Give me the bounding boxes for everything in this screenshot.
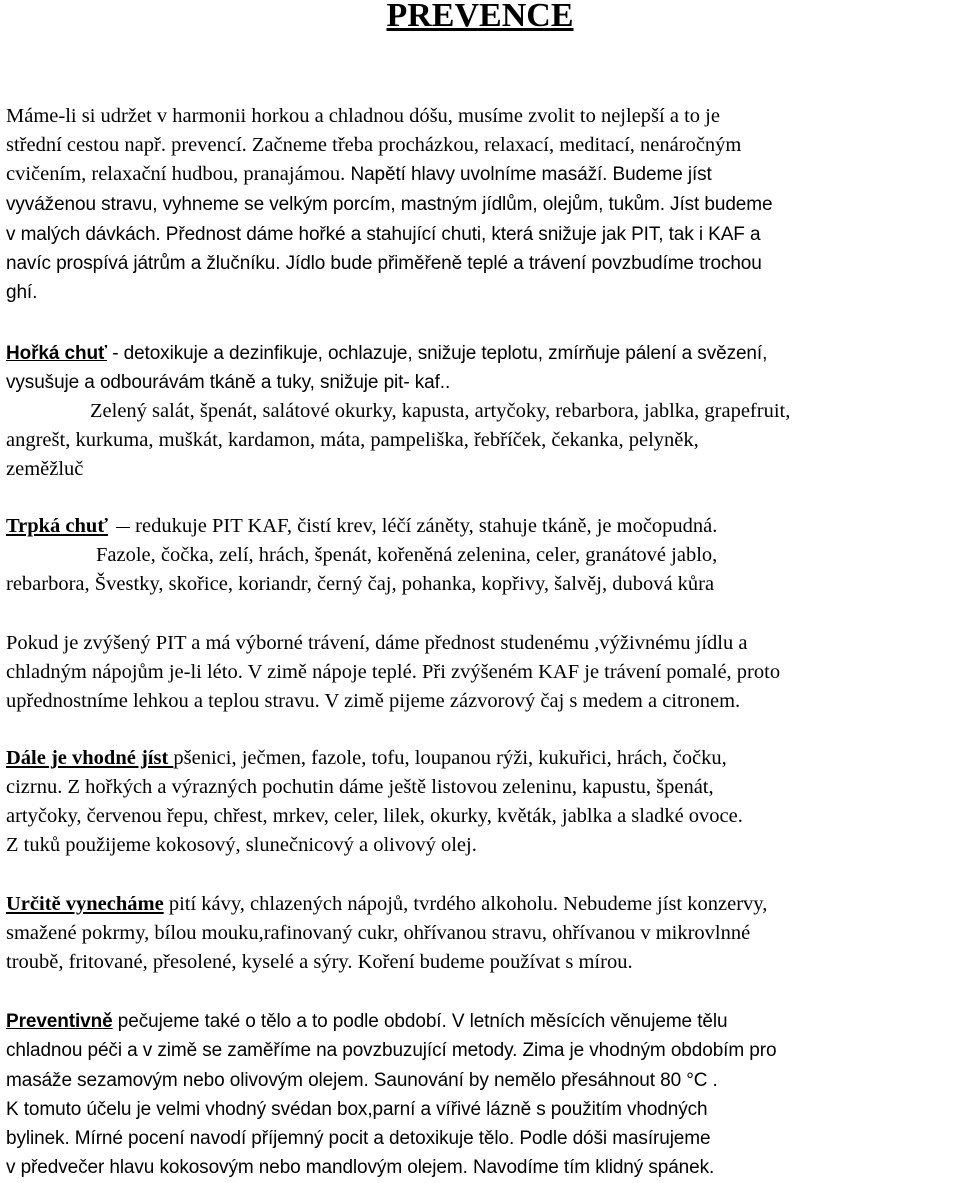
astringent-heading: Trpká chuť (6, 515, 109, 537)
preventive-line-6: v předvečer hlavu kokosovým nebo mandlovým olejem. Navodíme tím klidný spánek. (6, 1157, 715, 1178)
intro-line-4: vyváženou stravu, vyhneme se velkým porcím, mastným jídlům, olejům, tukům. Jíst budeme (6, 194, 773, 215)
pit-line-1: Pokud je zvýšený PIT a má výborné trávení, dáme přednost studenému ,výživnému jídlu a (6, 632, 748, 654)
bitter-line-4: angrešt, kurkuma, muškát, kardamon, máta, pampeliška, řebříček, čekanka, pelyněk, (6, 429, 699, 451)
astringent-line-1-text: redukuje PIT KAF, čistí krev, léčí záněty, stahuje tkáně, je močopudná. (130, 515, 718, 537)
preventive-line-1-text: pečujeme také o tělo a to podle období. V letních měsících věnujeme tělu (112, 1011, 728, 1032)
suitable-heading: Dále je vhodné jíst (6, 747, 174, 769)
suitable-line-4: Z tuků použijeme kokosový, slunečnicový a olivový olej. (6, 834, 477, 856)
avoid-line-2: smažené pokrmy, bílou mouku,rafinovaný cukr, ohřívanou stravu, ohřívanou v mikrovlnné (6, 922, 751, 944)
pit-line-3: upřednostníme lehkou a teplou stravu. V zimě pijeme zázvorový čaj s medem a citronem. (6, 690, 741, 712)
astringent-line-2: Fazole, čočka, zelí, hrách, špenát, kořeněná zelenina, celer, granátové jablo, (96, 544, 718, 566)
preventive-line-5: bylinek. Mírné pocení navodí příjemný pocit a detoxikuje tělo. Podle dóši masírujeme (6, 1128, 711, 1149)
bitter-line-2: vysušuje a odbourávám tkáně a tuky, snižuje pit- kaf.. (6, 372, 451, 393)
intro-line-3 (6, 160, 712, 189)
suitable-line-2: cizrnu. Z hořkých a výrazných pochutin dáme ještě listovou zeleninu, kapustu, špenát, (6, 776, 714, 798)
suitable-line-3: artyčoky, červenou řepu, chřest, mrkev, celer, lilek, okurky, květák, jablka a sladké ovoce. (6, 805, 743, 827)
bitter-line-5: zeměžluč (6, 458, 84, 480)
dash-mark (116, 527, 130, 528)
astringent-line-3: rebarbora, Švestky, skořice, koriandr, černý čaj, pohanka, kopřivy, šalvěj, dubová kůra (6, 573, 715, 595)
intro-line-5: v malých dávkách. Přednost dáme hořké a stahující chuti, která snižuje jak PIT, tak i KAF a (6, 224, 761, 245)
intro-line-1: Máme-li si udržet v harmonii horkou a chladnou dóšu, musíme zvolit to nejlepší a to je (6, 105, 720, 127)
bitter-line-1 (6, 339, 767, 368)
avoid-heading: Určitě vynecháme (6, 893, 164, 915)
bitter-line-3: Zelený salát, špenát, salátové okurky, kapusta, artyčoky, rebarbora, jablka, grapefruit, (90, 400, 791, 422)
preventive-line-1 (6, 1007, 727, 1036)
intro-line-3-part-a: cvičením, relaxační hudbou, pranajámou. (6, 163, 346, 185)
suitable-line-1-text: pšenici, ječmen, fazole, tofu, loupanou rýži, kukuřici, hrách, čočku, (173, 747, 727, 769)
avoid-line-1-text: pití kávy, chlazených nápojů, tvrdého alkoholu. Nebudeme jíst konzervy, (163, 893, 768, 915)
intro-line-2: střední cestou např. prevencí. Začneme třeba procházkou, relaxací, meditací, nenáročným (6, 134, 742, 156)
bitter-line-1-text: - detoxikuje a dezinfikuje, ochlazuje, snižuje teplotu, zmírňuje pálení a svězení, (107, 343, 768, 364)
bitter-heading: Hořká chuť (6, 343, 108, 364)
suitable-line-1 (6, 744, 727, 773)
astringent-line-1 (6, 512, 717, 541)
pit-line-2: chladným nápojům je-li léto. V zimě nápoje teplé. Při zvýšeném KAF je trávení pomalé, proto (6, 661, 781, 683)
intro-line-3-part-b: Napětí hlavy uvolníme masáží. Budeme jíst (345, 164, 712, 185)
avoid-line-1 (6, 890, 767, 919)
intro-line-7: ghí. (6, 282, 38, 303)
page-title: PREVENCE (386, 0, 574, 34)
preventive-line-3: masáže sezamovým nebo olivovým olejem. Saunování by nemělo přesáhnout 80 °C . (6, 1070, 718, 1091)
intro-line-6: navíc prospívá játrům a žlučníku. Jídlo bude přiměřeně teplé a trávení povzbudíme trochou (6, 253, 762, 274)
avoid-line-3: troubě, fritované, přesolené, kyselé a sýry. Koření budeme používat s mírou. (6, 951, 633, 973)
preventive-heading: Preventivně (6, 1011, 113, 1032)
preventive-line-4: K tomuto účelu je velmi vhodný svédan box,parní a vířivé lázně s použitím vhodných (6, 1099, 708, 1120)
preventive-line-2: chladnou péči a v zimě se zaměříme na povzbuzující metody. Zima je vhodným obdobím pro (6, 1040, 777, 1061)
